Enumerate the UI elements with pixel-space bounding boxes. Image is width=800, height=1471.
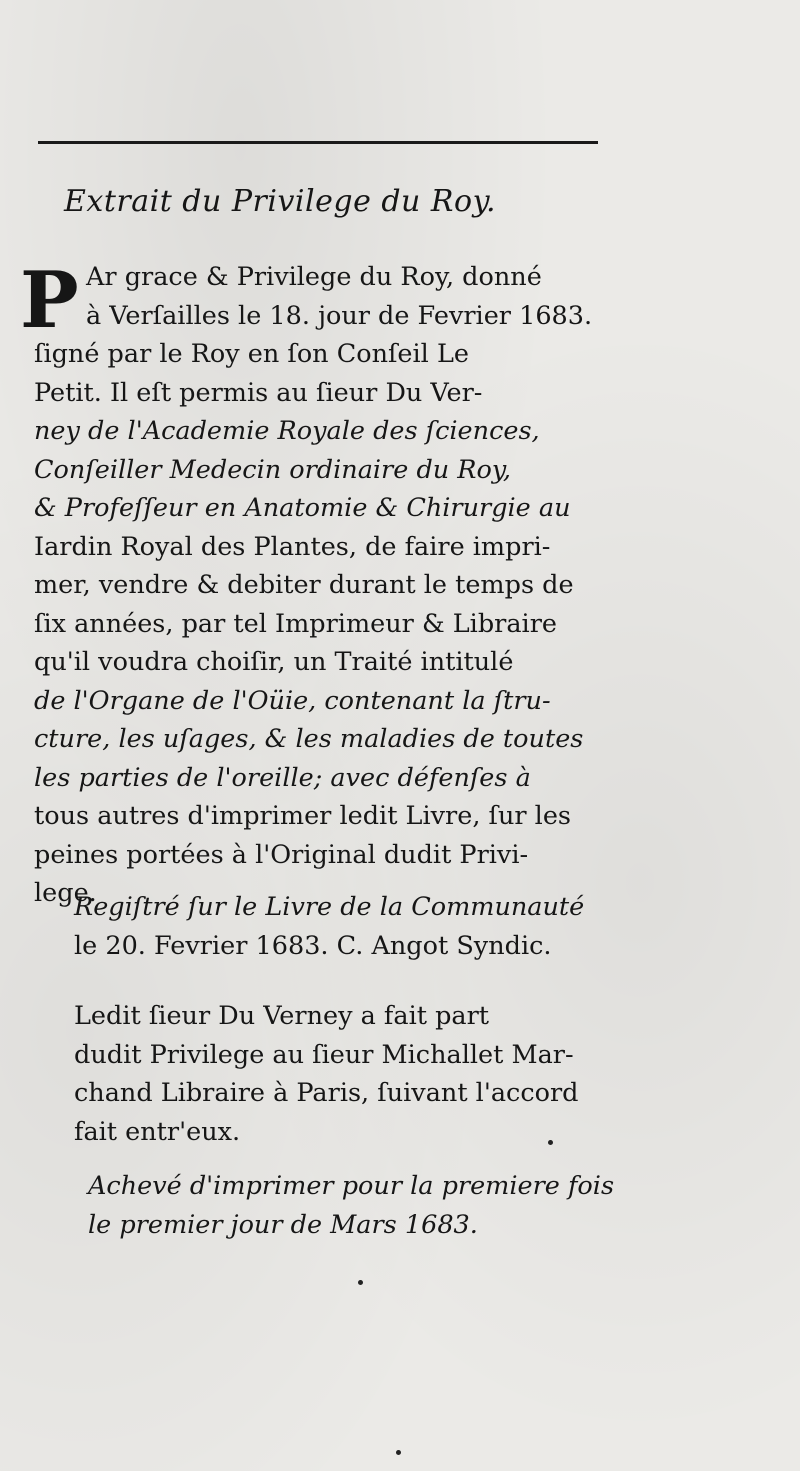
- ink-speck: [548, 1140, 553, 1145]
- privilege-line: les parties de l'oreille; avec défenſes à: [34, 762, 531, 793]
- privilege-line: & Profeſſeur en Anatomie & Chirurgie au: [34, 493, 571, 523]
- privilege-line: Ar grace & Privilege du Roy, donné: [86, 262, 542, 292]
- privilege-line: Conſeiller Medecin ordinaire du Roy,: [34, 454, 511, 485]
- privilege-line: Iardin Royal des Plantes, de faire impri-: [34, 531, 551, 562]
- ledit-line: dudit Privilege au ſieur Michallet Mar-: [74, 1039, 574, 1070]
- acheve-paragraph: [88, 1167, 618, 1244]
- drop-cap: P: [20, 255, 79, 346]
- privilege-line: mer, vendre & debiter durant le temps de: [34, 570, 574, 600]
- header-rule: [38, 141, 598, 144]
- privilege-line: de l'Organe de l'Oüie, contenant la ſtru-: [34, 685, 551, 716]
- privilege-line: ney de l'Academie Royale des ſciences,: [34, 416, 540, 446]
- page-title: Extrait du Privilege du Roy.: [64, 184, 497, 219]
- registre-paragraph: [74, 888, 614, 965]
- ink-speck: [358, 1280, 363, 1285]
- privilege-line: ſigné par le Roy en ſon Conſeil Le: [34, 339, 469, 369]
- privilege-line: tous autres d'imprimer ledit Livre, ſur les: [34, 801, 572, 831]
- privilege-line: ſix années, par tel Imprimeur & Libraire: [34, 608, 557, 639]
- ledit-paragraph: [74, 997, 614, 1151]
- privilege-line: cture, les uſages, & les maladies de toutes: [34, 724, 584, 754]
- privilege-line: lege.: [34, 878, 97, 908]
- registre-line: Regiſtré ſur le Livre de la Communauté: [74, 892, 585, 922]
- ledit-line: Ledit ſieur Du Verney a fait part: [74, 1001, 490, 1031]
- ledit-line: chand Libraire à Paris, ſuivant l'accord: [74, 1078, 579, 1108]
- privilege-line: qu'il voudra choiſir, un Traité intitulé: [34, 647, 514, 677]
- ink-speck: [396, 1450, 401, 1455]
- acheve-line: Achevé d'imprimer pour la premiere fois: [88, 1171, 615, 1201]
- privilege-line: à Verſailles le 18. jour de Fevrier 1683.: [86, 300, 593, 331]
- acheve-line: le premier jour de Mars 1683.: [88, 1209, 478, 1240]
- privilege-paragraph: [34, 258, 614, 913]
- privilege-line: peines portées à l'Original dudit Privi-: [34, 839, 529, 870]
- privilege-line: Petit. Il eſt permis au ſieur Du Ver-: [34, 377, 483, 408]
- registre-line: le 20. Fevrier 1683. C. Angot Syndic.: [74, 930, 552, 961]
- ledit-line: fait entr'eux.: [74, 1116, 241, 1147]
